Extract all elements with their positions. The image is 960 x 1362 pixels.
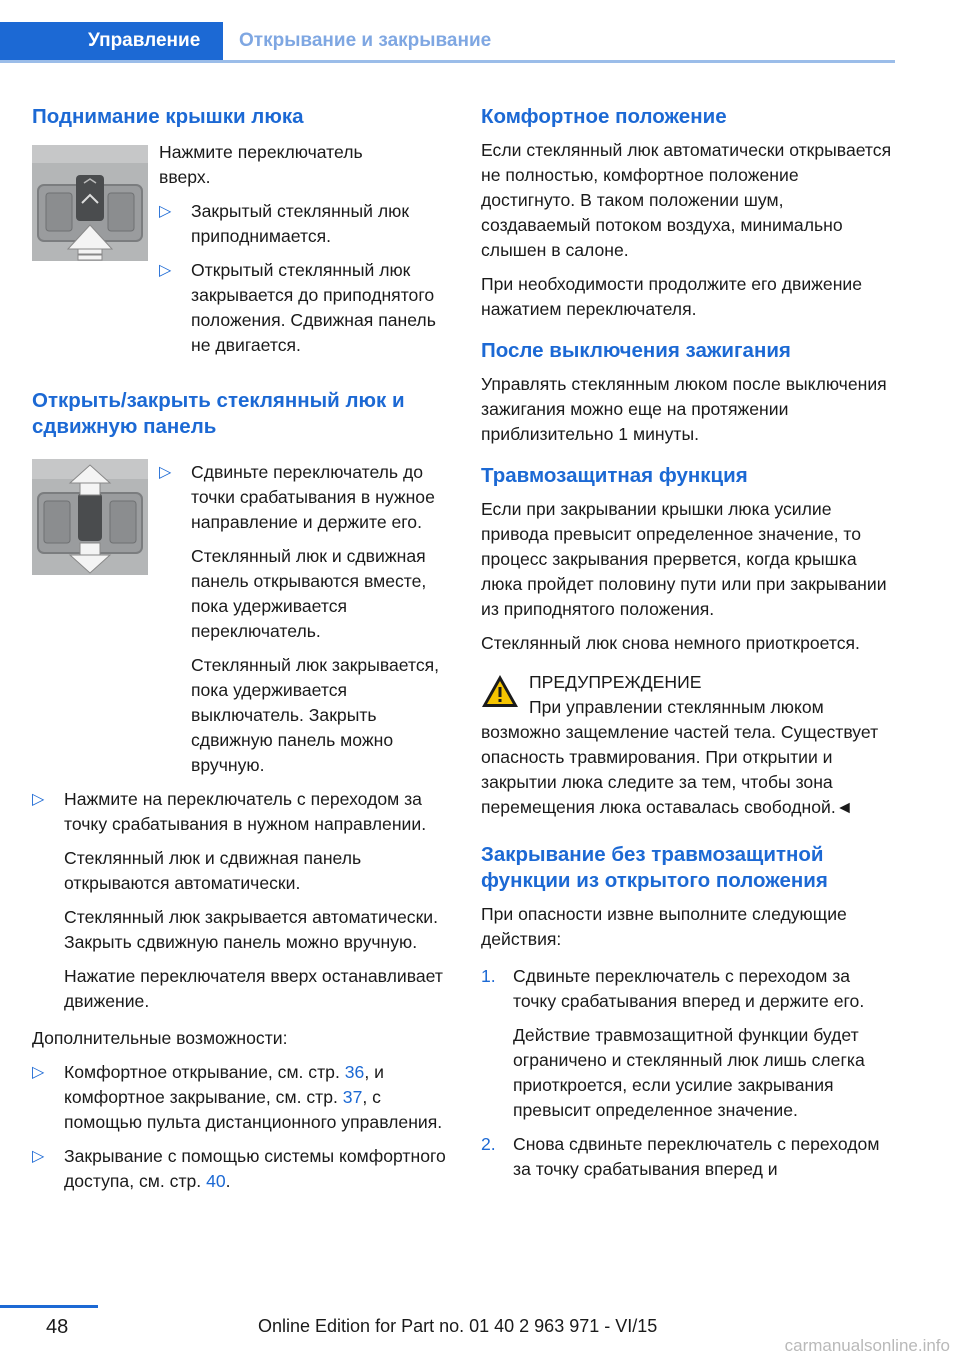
step-number: 2. <box>481 1134 496 1154</box>
tab-open-close[interactable]: Открывание и закрывание <box>239 30 492 51</box>
page-link-37[interactable]: 37 <box>342 1087 363 1107</box>
list-item: ▷ Закрывание с помощью системы комфортного доступа, см. стр. 40. <box>32 1146 446 1191</box>
heading-open-close: Открыть/закрыть стеклянный люк и сдвижную панель <box>32 389 405 438</box>
page-link-40[interactable]: 40 <box>206 1171 226 1191</box>
footer-rule <box>0 1305 98 1308</box>
pinch-text-2: Стеклянный люк снова немного приоткроется. <box>481 633 860 653</box>
triangle-bullet-icon: ▷ <box>159 262 172 279</box>
list-item: ▷ Сдвиньте переключатель до точки срабатывания в нужное направление и держите его. Стеклянный люк и сдвижная панель открываются вместе, пока удерживается переключатель. Стеклянный люк закрывается, пока удерживается выключатель. Закрыть сдвижную панель можно вручную. <box>159 462 440 775</box>
watermark: carmanualsonline.info <box>784 1336 950 1355</box>
tab-section-control[interactable]: Управление <box>0 22 223 60</box>
heading-close-without-protection: Закрывание без травмозащитной функции из открытого положения <box>481 843 828 892</box>
header-rule <box>0 60 895 63</box>
heading-pinch-protection: Травмозащитная функция <box>481 464 748 487</box>
pinch-text: Если при закрывании крышки люка усилие привода превысит определенное значение, то процесс закрывания прервется, когда крышка люка пройдет половину пути или при закрывании из приподнятого положения. <box>481 499 887 619</box>
warning-icon <box>481 674 519 708</box>
triangle-bullet-icon: ▷ <box>159 203 172 220</box>
warning-title: ПРЕДУПРЕЖДЕНИЕ <box>529 672 702 692</box>
heading-after-ignition: После выключения зажигания <box>481 339 791 362</box>
list-item: 1. Сдвиньте переключатель с переходом за точку срабатывания вперед и держите его. Действие травмозащитной функции будет ограничено и стеклянный люк лишь слегка приоткроется, если усилие закрывания превысит определенное значение. <box>481 966 865 1120</box>
right-column <box>481 104 896 1191</box>
list-item: ▷ Закрытый стеклянный люк приподнимается. <box>159 201 410 246</box>
after-ignition-text: Управлять стеклянным люком после выключения зажигания можно еще на протяжении приблизительно 1 минуты. <box>481 374 887 444</box>
lift-intro: Нажмите переключатель вверх. <box>159 142 363 187</box>
triangle-bullet-icon: ▷ <box>32 1148 45 1165</box>
comfort-text: Если стеклянный люк автоматически открывается не полностью, комфортное положение достигнуто. В таком положении шум, создаваемый потоком воздуха, минимально слышен в салоне. <box>481 140 892 260</box>
list-item: 2. Снова сдвиньте переключатель с переходом за точку срабатывания вперед и <box>481 1134 880 1179</box>
step-number: 1. <box>481 966 496 986</box>
page-number: 48 <box>46 1316 69 1338</box>
comfort-text-2: При необходимости продолжите его движение нажатием переключателя. <box>481 274 863 319</box>
heading-comfort-position: Комфортное положение <box>481 105 727 128</box>
list-item: ▷ Нажмите на переключатель с переходом за точку срабатывания в нужном направлении. Стеклянный люк и сдвижная панель открываются автоматически. Стеклянный люк закрывается автоматически. Закрыть сдвижную панель можно вручную. Нажатие переключателя вверх останавливает движение. <box>32 789 443 1011</box>
warning-text: При управлении стеклянным люком возможно защемление частей тела. Существует опасность травмирования. При открытии и закрытии люка следите за тем, чтобы зона перемещения люка оставалась свободной.◄ <box>481 697 879 817</box>
heading-lift-lid: Поднимание крышки люка <box>32 105 304 128</box>
triangle-bullet-icon: ▷ <box>32 791 45 808</box>
edition-note: Online Edition for Part no. 01 40 2 963 971 - VI/15 <box>258 1316 658 1336</box>
list-item: ▷ Открытый стеклянный люк закрывается до приподнятого положения. Сдвижная панель не двигается. <box>159 260 436 355</box>
extra-options-label: Дополнительные возможности: <box>32 1028 288 1048</box>
triangle-bullet-icon: ▷ <box>159 464 172 481</box>
triangle-bullet-icon: ▷ <box>32 1064 45 1081</box>
list-item: ▷ Комфортное открывание, см. стр. 36, и комфортное закрывание, см. стр. 37, с помощью пульта дистанционного управления. <box>32 1062 443 1132</box>
header-bar <box>0 22 895 62</box>
warning-box <box>481 670 896 695</box>
page-link-36[interactable]: 36 <box>344 1062 365 1082</box>
danger-intro: При опасности извне выполните следующие действия: <box>481 904 847 949</box>
left-column <box>32 104 447 1203</box>
